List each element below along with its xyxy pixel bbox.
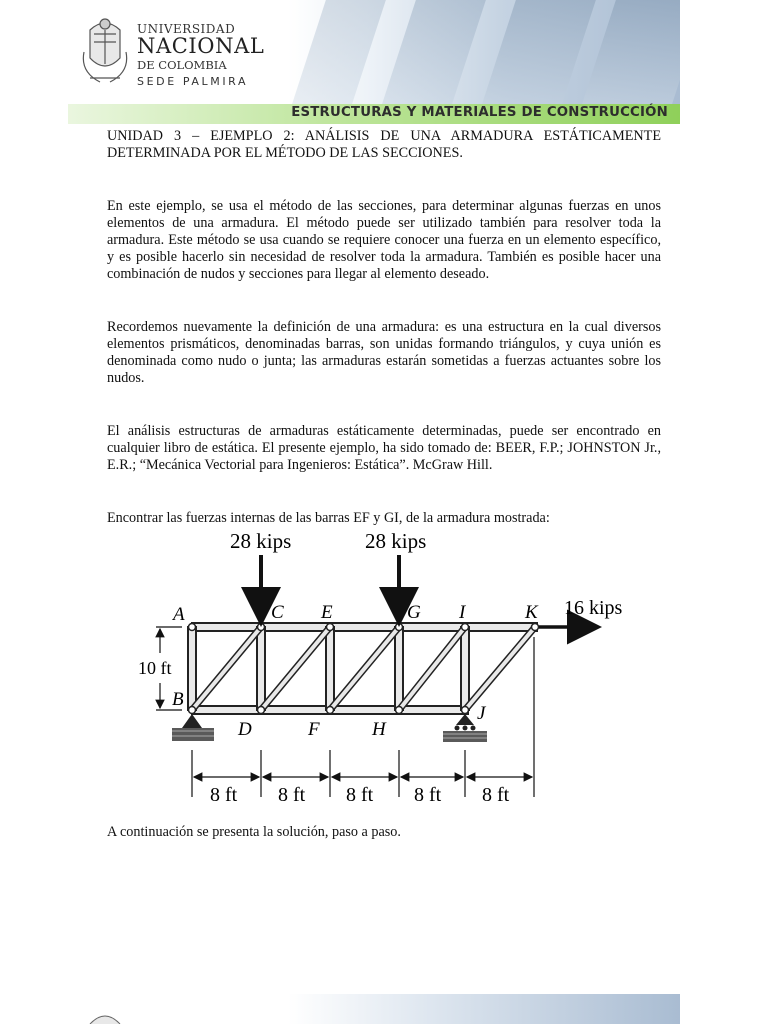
paragraph-1-text: En este ejemplo, se usa el método de las secciones, para determinar algunas fuerzas en unos elementos de una armadura. El método puede ser utilizado también para resolver toda la armadura. Este método se usa cuando se requiere conocer una fuerza en un elemento específico, y es posible hacerlo sin necesidad de resolver toda la armadura. También es posible hacer una combinación de nudos y secciones para llegar al elemento deseado. [107,198,661,282]
paragraph-3 [107,423,661,474]
joint-h [396,707,403,714]
joint-b [189,707,196,714]
node-label-d: D [238,719,252,740]
paragraph-2 [107,319,661,387]
footer-logo-icon [80,1004,130,1024]
span-label-1: 8 ft [210,784,238,806]
member-ij [461,627,469,710]
closing-paragraph [107,824,661,841]
joint-f [327,707,334,714]
load-label-k: 16 kips [564,597,623,619]
heading-text: UNIDAD 3 – EJEMPLO 2: ANÁLISIS DE UNA ARMADURA ESTÁTICAMENTE DETERMINADA POR EL MÉTODO DE LAS SECCIONES. [107,128,661,161]
campus-label: SEDE PALMIRA [137,75,249,88]
member-gh [395,627,403,710]
university-line3: DE COLOMBIA [137,58,227,72]
node-label-a: A [173,604,185,625]
joint-i [462,624,469,631]
node-label-e: E [321,602,333,623]
closing-text: A continuación se presenta la solución, paso a paso. [107,824,401,840]
university-logo [80,12,290,92]
joint-g [396,624,403,631]
next-page-header-strip [68,994,680,1024]
joint-k [532,624,539,631]
node-label-h: H [372,719,386,740]
joint-d [258,707,265,714]
node-label-b: B [172,689,184,710]
pin-support-b [172,714,214,741]
joint-c [258,624,265,631]
university-line1: UNIVERSIDAD [137,22,236,36]
span-label-2: 8 ft [278,784,306,806]
joint-j [462,707,469,714]
joint-a [189,624,196,631]
truss-figure [120,525,640,810]
course-title: ESTRUCTURAS Y MATERIALES DE CONSTRUCCIÓN [291,105,668,120]
paragraph-2-text: Recordemos nuevamente la definición de una armadura: es una estructura en la cual diversos elementos prismáticos, denominadas barras, son unidas formando triángulos, y cuya unión es denominada como nudo o junta; las armaduras estarán sometidas a fuerzas actuantes sobre los nudos. [107,319,661,386]
span-label-4: 8 ft [414,784,442,806]
node-label-f: F [308,719,320,740]
load-label-c: 28 kips [230,529,292,553]
document-heading [107,128,661,162]
paragraph-3-text: El análisis estructuras de armaduras estáticamente determinadas, puede ser encontrado en cualquier libro de estática. El presente ejemplo, ha sido tomado de: BEER, F.P.; JOHNSTON Jr., E.R.; “Mecánica Vectorial para Ingenieros: Estática”. McGraw Hill. [107,423,661,473]
top-chord [192,623,537,631]
joint-e [327,624,334,631]
header-sky-image [288,0,680,104]
node-label-j: J [477,703,486,724]
height-dimension-label: 10 ft [138,658,172,678]
paragraph-4-text: Encontrar las fuerzas internas de las barras EF y GI, de la armadura mostrada: [107,510,550,526]
span-label-5: 8 ft [482,784,510,806]
node-label-k: K [525,602,538,623]
span-label-3: 8 ft [346,784,374,806]
university-line2: NACIONAL [137,34,265,58]
node-label-i: I [459,602,466,623]
node-label-c: C [271,602,284,623]
load-label-g: 28 kips [365,529,427,553]
member-ef [326,627,334,710]
member-cd [257,627,265,710]
node-label-g: G [407,602,421,623]
course-title-bar [68,104,680,124]
paragraph-1 [107,198,661,283]
member-ab [188,627,196,710]
